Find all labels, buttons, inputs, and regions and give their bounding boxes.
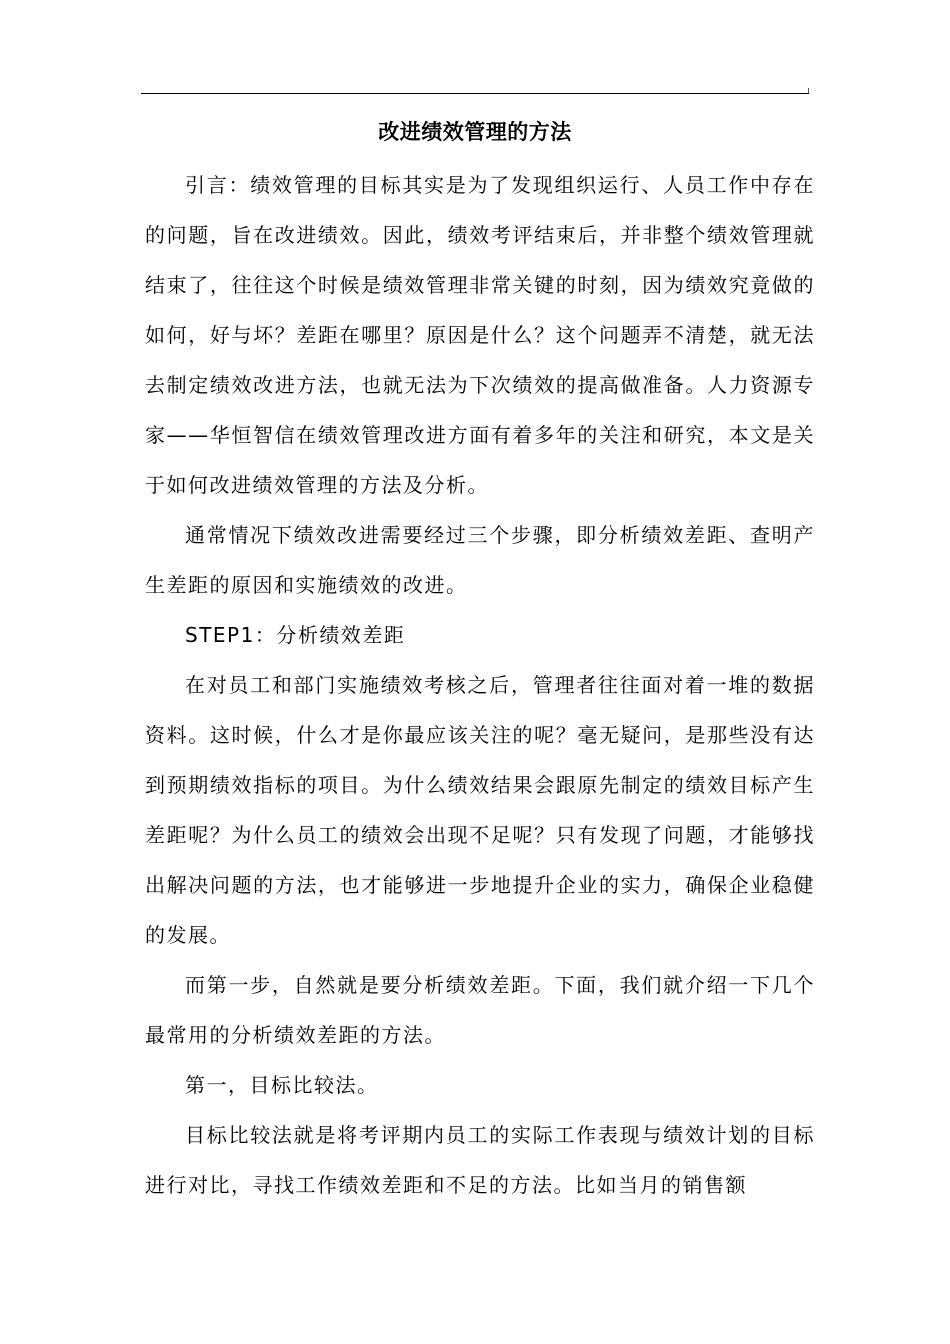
paragraph-three-steps: 通常情况下绩效改进需要经过三个步骤，即分析绩效差距、查明产生差距的原因和实施绩效的改进。	[145, 523, 815, 597]
paragraph-first-step: 而第一步，自然就是要分析绩效差距。下面，我们就介绍一下几个最常用的分析绩效差距的方法。	[145, 973, 815, 1047]
paragraph-target-comparison: 目标比较法就是将考评期内员工的实际工作表现与绩效计划的目标进行对比，寻找工作绩效差距和不足的方法。比如当月的销售额	[145, 1123, 815, 1197]
document-body	[145, 160, 815, 1210]
page-title: 改进绩效管理的方法	[378, 120, 572, 144]
paragraph-step1-analysis: 在对员工和部门实施绩效考核之后，管理者往往面对着一堆的数据资料。这时候，什么才是你最应该关注的呢？毫无疑问，是那些没有达到预期绩效指标的项目。为什么绩效结果会跟原先制定的绩效目标产生差距呢？为什么员工的绩效会出现不足呢？只有发现了问题，才能够找出解决问题的方法，也才能够进一步地提升企业的实力，确保企业稳健的发展。	[145, 673, 815, 947]
header-rule-mark	[808, 88, 809, 93]
paragraph-introduction: 引言：绩效管理的目标其实是为了发现组织运行、人员工作中存在的问题，旨在改进绩效。因此，绩效考评结束后，并非整个绩效管理就结束了，往往这个时候是绩效管理非常关键的时刻，因为绩效究竟做的如何，好与坏？差距在哪里？原因是什么？这个问题弄不清楚，就无法去制定绩效改进方法，也就无法为下次绩效的提高做准备。人力资源专家——华恒智信在绩效管理改进方面有着多年的关注和研究，本文是关于如何改进绩效管理的方法及分析。	[145, 173, 815, 497]
paragraph-method-heading: 第一，目标比较法。	[185, 1073, 379, 1097]
step-heading: STEP1：分析绩效差距	[185, 623, 406, 647]
header-rule	[141, 93, 809, 94]
